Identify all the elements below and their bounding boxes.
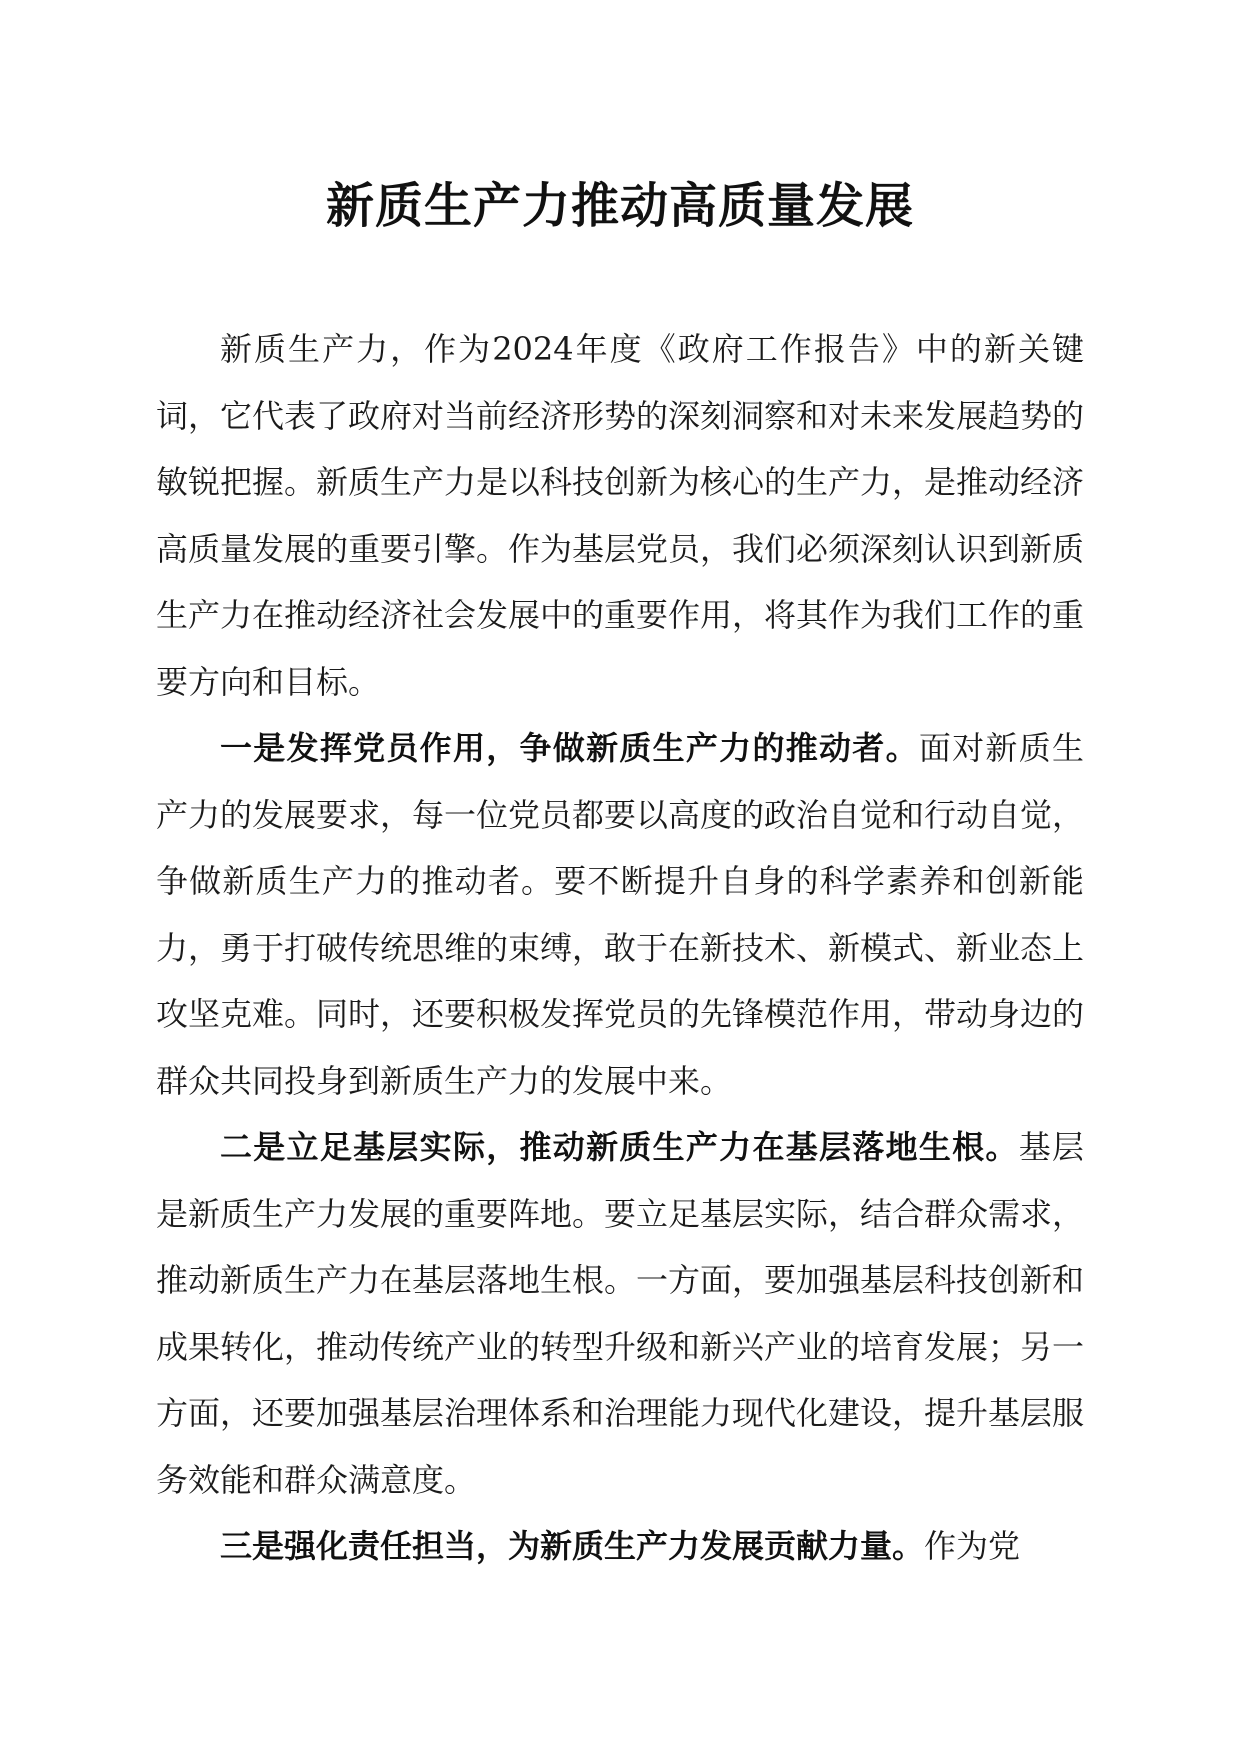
- paragraph-text: 新质生产力，作为2024年度《政府工作报告》中的新关键词，它代表了政府对当前经济形势的深刻洞察和对未来发展趋势的敏锐把握。新质生产力是以科技创新为核心的生产力，是推动经济高质量发展的重要引擎。作为基层党员，我们必须深刻认识到新质生产力在推动经济社会发展中的重要作用，将其作为我们工作的重要方向和目标。: [156, 330, 1085, 701]
- paragraph-lead-heading: 二是立足基层实际，推动新质生产力在基层落地生根。: [220, 1128, 1019, 1166]
- point-three-paragraph: [156, 1513, 1084, 1580]
- intro-paragraph: [156, 316, 1084, 715]
- document-title: 新质生产力推动高质量发展: [325, 178, 914, 234]
- paragraph-text: 作为党: [924, 1527, 1021, 1565]
- point-two-paragraph: [156, 1114, 1084, 1513]
- point-one-paragraph: [156, 715, 1084, 1114]
- paragraph-text: 面对新质生产力的发展要求，每一位党员都要以高度的政治自觉和行动自觉，争做新质生产力的推动者。要不断提升自身的科学素养和创新能力，勇于打破传统思维的束缚，敢于在新技术、新模式、新业态上攻坚克难。同时，还要积极发挥党员的先锋模范作用，带动身边的群众共同投身到新质生产力的发展中来。: [156, 729, 1085, 1100]
- paragraph-lead-heading: 一是发挥党员作用，争做新质生产力的推动者。: [220, 729, 919, 767]
- paragraph-text: 基层是新质生产力发展的重要阵地。要立足基层实际，结合群众需求，推动新质生产力在基层落地生根。一方面，要加强基层科技创新和成果转化，推动传统产业的转型升级和新兴产业的培育发展；另一方面，还要加强基层治理体系和治理能力现代化建设，提升基层服务效能和群众满意度。: [156, 1128, 1085, 1499]
- paragraph-lead-heading: 三是强化责任担当，为新质生产力发展贡献力量。: [220, 1527, 925, 1565]
- document-body: [156, 316, 1084, 1580]
